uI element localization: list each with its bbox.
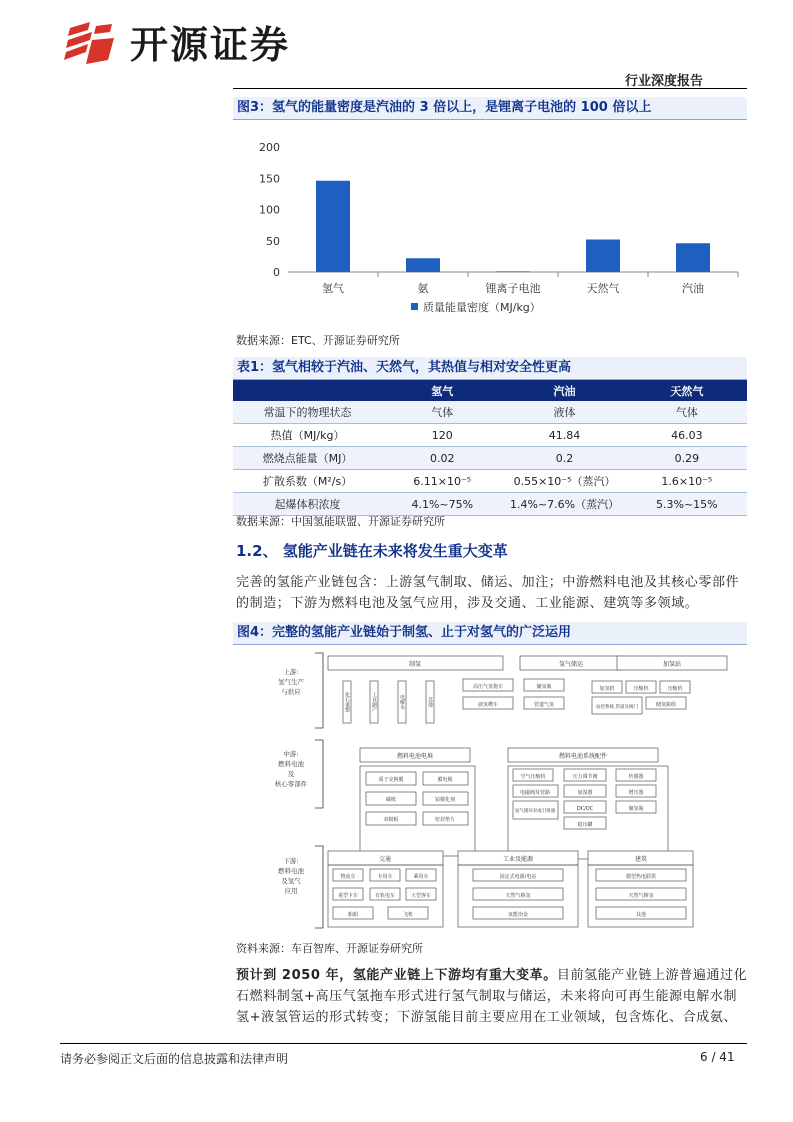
box-item: 飞机 <box>402 912 414 918</box>
comparison-table <box>233 380 747 516</box>
box-item: 专用车 <box>377 874 393 880</box>
y-tick-label: 0 <box>273 266 280 279</box>
table-row <box>233 401 747 424</box>
paragraph-lead: 预计到 2050 年，氢能产业链上下游均有重大变革。 <box>236 968 557 983</box>
box-item: 氢气循环泵或引射器 <box>514 809 556 814</box>
box-item: DC/DC <box>576 806 594 812</box>
section-heading: 1.2、 氢能产业链在未来将发生重大变革 <box>236 542 508 560</box>
stage-label-line: 下游: <box>283 857 299 865</box>
box-item: 其他 <box>427 697 433 707</box>
table-header-cell <box>233 380 382 401</box>
figure4-source: 资料来源：车百智库、开源证券研究所 <box>236 942 423 955</box>
box-item: 储氢瓶 <box>536 684 552 690</box>
box-item: 大型客车 <box>410 893 432 899</box>
box-item: 乘用车 <box>413 874 429 880</box>
table-header-row <box>233 380 747 401</box>
y-tick-label: 200 <box>259 141 280 154</box>
paragraph-text: 目前氢能产业链上游普遍通过化 <box>556 968 748 983</box>
table-header-cell: 汽油 <box>502 380 626 401</box>
table-cell: 液体 <box>502 401 626 424</box>
x-tick-label: 锂离子电池 <box>485 282 541 295</box>
table-row <box>233 470 747 493</box>
table-header-cell: 天然气 <box>627 380 747 401</box>
box-label-transport: 交通 <box>378 856 392 863</box>
box-item: 重型卡车 <box>337 893 359 899</box>
figure3-caption-text: 图3：氢气的能量密度是汽油的 3 倍以上，是锂离子电池的 100 倍以上 <box>237 100 652 115</box>
legend-swatch <box>411 303 418 310</box>
table-cell: 0.29 <box>627 447 747 470</box>
box-item: 高压气氢拖车 <box>472 684 504 690</box>
box-item: 固定式电源/电站 <box>499 874 537 880</box>
box-item: 膜电极 <box>437 777 453 783</box>
figure4-caption <box>233 622 747 645</box>
box-item: 液氢槽车 <box>477 702 499 708</box>
y-tick-label: 50 <box>266 234 280 248</box>
box-item: 电解水 <box>399 694 405 710</box>
bar <box>406 258 440 272</box>
table-cell: 0.55×10⁻⁵（蒸汽） <box>502 470 626 493</box>
stage-label-line: 及氢气 <box>281 877 301 885</box>
table-row <box>233 447 747 470</box>
table-row <box>233 424 747 447</box>
table-cell: 46.03 <box>627 424 747 447</box>
legend-label: 质量能量密度（MJ/kg） <box>423 301 541 314</box>
box-label-building: 建筑 <box>634 856 648 863</box>
paragraph-line <box>236 965 750 986</box>
stage-label-line: 应用 <box>284 887 298 895</box>
box-item: 稳压罐 <box>577 822 593 828</box>
y-tick-label: 150 <box>259 172 280 186</box>
table-header-cell: 氢气 <box>382 380 502 401</box>
box-item: 储氢瓶 <box>628 806 644 812</box>
table-cell: 热值（MJ/kg） <box>233 424 382 447</box>
bar <box>496 271 530 272</box>
paragraph-line: 石燃料制氢+高压气氢拖车形式进行氢气制取与储运，未来将向可再生能源电解水制 <box>236 989 738 1004</box>
bar <box>586 240 620 273</box>
box-item: 站控系统,管道及阀门 <box>596 705 638 710</box>
box-label-zhiqing: 制氢 <box>408 661 422 668</box>
hydrogen-industry-chain-diagram <box>233 648 747 934</box>
footer-rule <box>60 1043 747 1044</box>
x-tick-label: 氨 <box>417 282 429 295</box>
table-cell: 0.02 <box>382 447 502 470</box>
table-cell: 1.4%~7.6%（蒸汽） <box>502 493 626 516</box>
box-item: 质子交换膜 <box>378 777 404 783</box>
box-label-chuyun: 氢气储运 <box>558 661 584 668</box>
logo-mark-icon <box>62 20 122 70</box>
paragraph-line: 完善的氢能产业链包含：上游氢气制取、储运、加注；中游燃料电池及其核心零部件 <box>236 575 740 590</box>
table-cell: 41.84 <box>502 424 626 447</box>
box-item: 微型热电联供 <box>625 874 657 880</box>
x-tick-label: 天然气 <box>586 282 620 295</box>
box-item: 压缩机 <box>633 686 649 692</box>
table-cell: 气体 <box>627 401 747 424</box>
box-item: 空气压缩机 <box>520 774 546 780</box>
bar <box>676 243 710 272</box>
table-cell: 扩散系数（M²/s） <box>233 470 382 493</box>
box-item: 化石重整 <box>344 692 350 712</box>
paragraph-2 <box>236 965 750 1028</box>
table-cell: 6.11×10⁻⁵ <box>382 470 502 493</box>
stage-brackets <box>315 653 323 928</box>
table-cell: 常温下的物理状态 <box>233 401 382 424</box>
box-item: 电磁阀及管路 <box>519 790 551 796</box>
box-item: 传感器 <box>628 774 644 780</box>
bar <box>316 181 350 272</box>
report-type: 行业深度报告 <box>625 74 704 89</box>
stage-label-line: 燃料电池 <box>278 867 304 875</box>
stage-label-line: 上游: <box>283 668 299 676</box>
stage-label-line: 核心零部件 <box>274 780 308 788</box>
stage-label-upstream <box>278 667 305 696</box>
stage-label-midstream <box>275 749 308 788</box>
stage-label-line: 氢气生产 <box>278 678 304 686</box>
paragraph-1 <box>236 572 750 614</box>
box-item: 其他 <box>635 912 647 918</box>
box-item: 工业副产 <box>371 692 377 712</box>
box-item: 加氢机 <box>599 686 615 692</box>
box-item: 天然气掺氢 <box>505 893 531 899</box>
energy-density-chart <box>233 124 747 324</box>
box-item: 增压器 <box>628 790 644 796</box>
figure3-caption <box>233 97 747 120</box>
table1-caption <box>233 357 747 380</box>
y-tick-label: 100 <box>259 203 280 217</box>
stage-label-line: 与供应 <box>281 688 301 696</box>
box-label-jiaqingzhan: 加氢站 <box>662 661 682 668</box>
box-item: 物流车 <box>340 874 356 880</box>
box-item: 船舶 <box>347 912 359 918</box>
stage-label-downstream <box>278 856 305 895</box>
brand-name: 开源证券 <box>130 23 291 67</box>
brand-logo <box>62 20 122 70</box>
stage-label-line: 中游: <box>283 750 299 758</box>
box-item: 有轨电车 <box>374 893 396 899</box>
x-tick-label: 氢气 <box>322 282 344 295</box>
table-cell: 起爆体积浓度 <box>233 493 382 516</box>
footer-disclaimer: 请务必参阅正文后面的信息披露和法律声明 <box>60 1052 289 1066</box>
box-item: 碳纸 <box>385 797 397 803</box>
stage-label-line: 及 <box>287 770 295 778</box>
table-cell: 5.3%~15% <box>627 493 747 516</box>
box-item: 管道气氢 <box>533 702 555 708</box>
box-item: 铂催化剂 <box>434 797 456 803</box>
box-item: 加湿器 <box>577 790 593 796</box>
figure3-source: 数据来源：ETC、开源证券研究所 <box>236 334 400 347</box>
table-cell: 1.6×10⁻⁵ <box>627 470 747 493</box>
paragraph-line: 的制造；下游为燃料电池及氢气应用，涉及交通、工业能源、建筑等多领域。 <box>236 596 699 611</box>
box-item: 天然气掺氢 <box>628 893 654 899</box>
box-item: 氢能冶金 <box>507 912 529 918</box>
box-label-stack: 燃料电池电堆 <box>396 753 434 760</box>
box-item: 双极板 <box>383 817 399 823</box>
page-number: 6 / 41 <box>700 1050 735 1064</box>
table-cell: 120 <box>382 424 502 447</box>
figure4-caption-text: 图4：完整的氢能产业链始于制氢、止于对氢气的广泛运用 <box>237 625 572 640</box>
box-label-bop: 燃料电池系统配件 <box>558 753 608 760</box>
table-cell: 0.2 <box>502 447 626 470</box>
header-rule <box>233 88 747 89</box>
table-cell: 4.1%~75% <box>382 493 502 516</box>
table1-source: 数据来源：中国氢能联盟、开源证券研究所 <box>236 515 445 528</box>
table1-caption-text: 表1：氢气相较于汽油、天然气，其热值与相对安全性更高 <box>237 360 572 375</box>
x-tick-label: 汽油 <box>682 282 704 295</box>
box-label-industry: 工业及能源 <box>502 856 534 863</box>
table-cell: 气体 <box>382 401 502 424</box>
box-item: 压缩机 <box>667 686 683 692</box>
box-item: 储氢瓶组 <box>655 702 677 708</box>
box-item: 密封垫片 <box>434 817 456 823</box>
table-cell: 燃烧点能量（MJ） <box>233 447 382 470</box>
box-item: 压力调节阀 <box>572 774 598 780</box>
stage-label-line: 燃料电池 <box>278 760 304 768</box>
paragraph-line: 氢+液氢管运的形式转变；下游氢能目前主要应用在工业领域，包含炼化、合成氨、 <box>236 1010 738 1025</box>
